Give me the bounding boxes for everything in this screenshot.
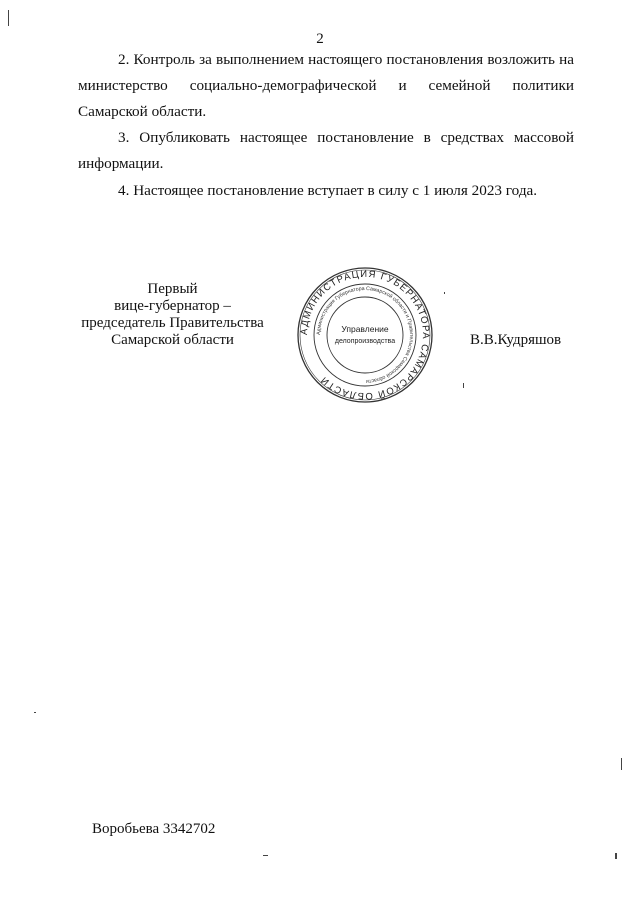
seal-center-text: Управление (341, 324, 389, 334)
paragraph-item-2: 2. Контроль за выполнением настоящего постановления возложить на министерство социально-демографической и семейной политики Самарской области. (78, 51, 574, 120)
paragraph-item-4: 4. Настоящее постановление вступает в силу с 1 июля 2023 года. (118, 182, 538, 199)
seal-inner-text: Администрация Губернатора Самарской области и Правительства Самарской области (315, 285, 415, 385)
signatory-title-line: Самарской области (111, 332, 234, 348)
signatory-title-line: Первый (147, 281, 198, 297)
scan-speck (615, 853, 617, 859)
seal-outer-text: АДМИНИСТРАЦИЯ ГУБЕРНАТОРА САМАРСКОЙ ОБЛАСТИ (298, 268, 432, 402)
scan-speck (444, 292, 445, 294)
page-number: 2 (316, 31, 324, 47)
scan-speck (621, 758, 622, 770)
scan-speck (263, 855, 268, 856)
signatory-name: В.В.Кудряшов (470, 332, 562, 348)
signatory-title (60, 281, 285, 349)
scan-speck (463, 383, 464, 388)
scan-speck (34, 712, 36, 713)
paragraph-item-3: 3. Опубликовать настоящее постановление в средствах массовой информации. (78, 129, 574, 172)
seal-center-subtext: делопроизводства (334, 338, 396, 345)
official-seal-stamp (296, 266, 434, 404)
scan-speck (8, 10, 9, 26)
signatory-title-line: председатель Правительства (81, 315, 264, 331)
signatory-title-line: вице-губернатор – (114, 298, 231, 314)
svg-text:Администрация Губернатора Сама (316, 286, 414, 384)
executor-contact: Воробьева 3342702 (92, 821, 216, 837)
